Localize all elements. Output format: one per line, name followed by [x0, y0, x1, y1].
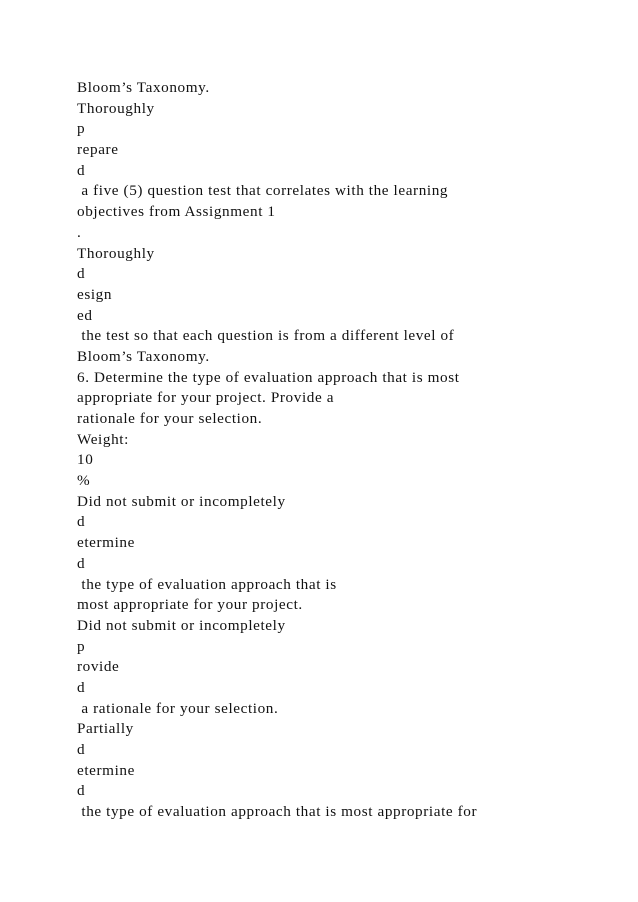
text-line: d — [77, 782, 86, 800]
text-line: d — [77, 265, 86, 283]
text-line: a rationale for your selection. — [77, 699, 279, 717]
text-line: Thoroughly — [77, 244, 155, 262]
text-line: the type of evaluation approach that is most appropriate for — [77, 803, 478, 821]
text-line: repare — [77, 141, 119, 159]
text-line: Bloom’s Taxonomy. — [77, 347, 210, 365]
text-line: the type of evaluation approach that is — [77, 575, 337, 593]
text-line: 10 — [77, 451, 94, 469]
text-line: Partially — [77, 720, 134, 738]
text-line: d — [77, 741, 86, 758]
text-line: Weight: — [77, 430, 129, 448]
text-line: objectives from Assignment 1 — [77, 203, 276, 221]
text-line: most appropriate for your project. — [77, 596, 303, 614]
text-line: etermine — [77, 761, 135, 779]
text-line: rovide — [77, 658, 120, 676]
text-line: d — [77, 513, 86, 531]
text-line: d — [77, 161, 86, 179]
text-line: 6. Determine the type of evaluation approach that is most — [77, 368, 460, 386]
text-line: p — [77, 120, 86, 138]
text-line: esign — [77, 285, 113, 303]
text-line: Did not submit or incompletely — [77, 616, 286, 634]
text-line: % — [77, 472, 91, 490]
text-line: p — [77, 637, 86, 655]
text-line: d — [77, 554, 86, 572]
text-line: a five (5) question test that correlates with the learning — [77, 182, 449, 200]
text-line: etermine — [77, 534, 135, 552]
text-line: ed — [77, 306, 93, 324]
text-line: rationale for your selection. — [77, 410, 263, 427]
text-line: Did not submit or incompletely — [77, 492, 286, 510]
text-line: Bloom’s Taxonomy. — [77, 79, 210, 96]
text-line: appropriate for your project. Provide a — [77, 389, 335, 407]
text-line: . — [77, 223, 82, 241]
text-line: d — [77, 678, 86, 696]
text-line: the test so that each question is from a different level of — [77, 327, 455, 345]
document-page — [77, 78, 617, 823]
text-line: Thoroughly — [77, 99, 155, 117]
